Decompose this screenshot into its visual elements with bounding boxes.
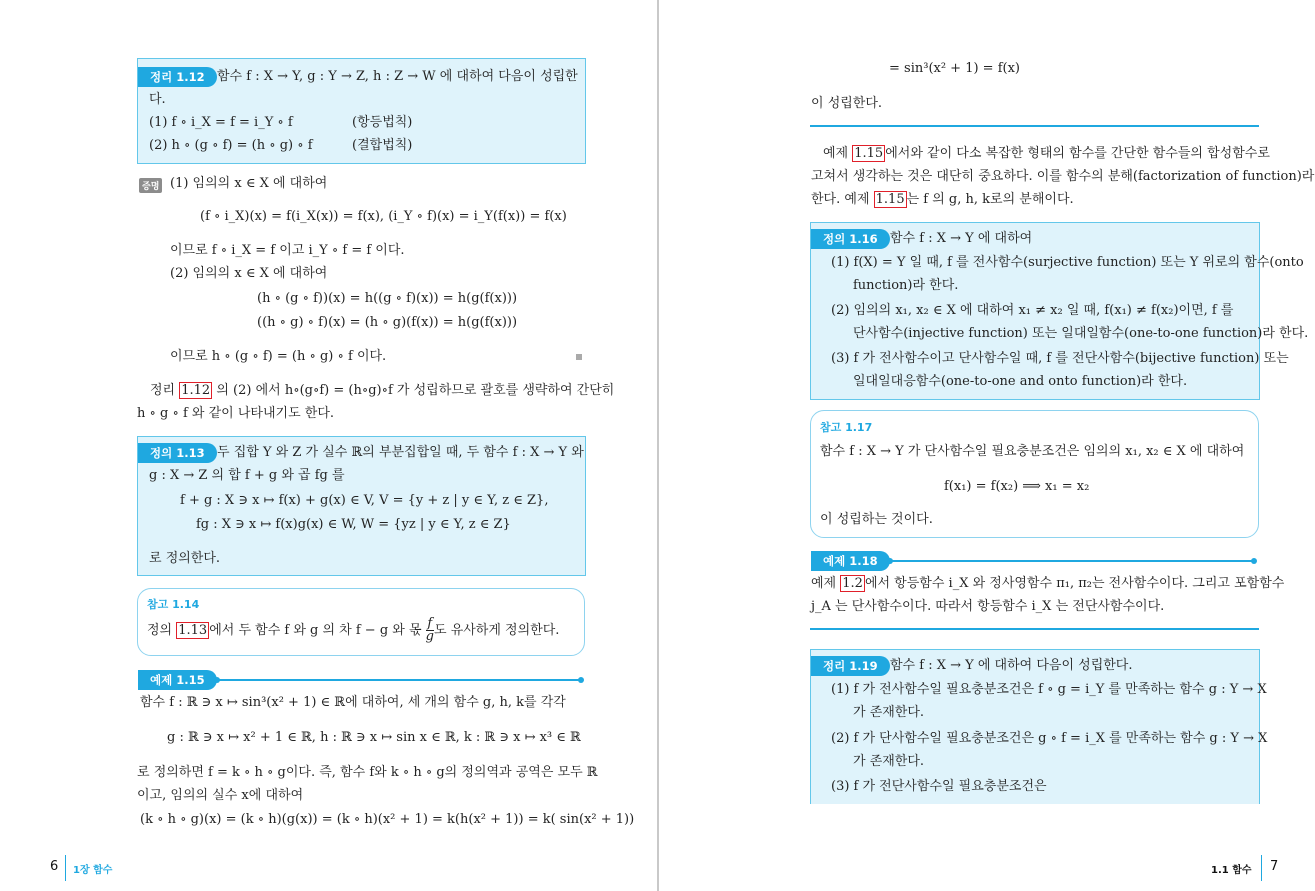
definition-1-13-text-cont: g : X → Z 의 합 f + g 와 곱 fg 를: [149, 468, 345, 483]
definition-1-13-closing: 로 정의한다.: [149, 551, 221, 566]
theorem-1-19-head: 함수 f : X → Y 에 대하여 다음이 성립한다.: [890, 658, 1133, 673]
example-1-18-end-rule: [810, 628, 1259, 630]
paragraph-composition: 정리 1.12 의 (2) 에서 h∘(g∘f) = (h∘g)∘f 가 성립하므로 괄호를 생략하여 간단히: [150, 383, 615, 398]
proof-tag: 증명: [139, 178, 162, 193]
theorem-1-12-item-2-name: (결합법칙): [352, 138, 413, 153]
theorem-1-19-item-1: (1) f 가 전사함수일 필요충분조건은 f ∘ g = i_Y 를 만족하는 함수 g : Y → X: [831, 682, 1267, 697]
example-1-18-text-2: j_A 는 단사함수이다. 따라서 항등함수 i_X 는 전단사함수이다.: [811, 599, 1165, 614]
definition-1-13-eq-product: fg : X ∋ x ↦ f(x)g(x) ∈ W, W = {yz | y ∈ Y, z ∈ Z}: [196, 517, 511, 532]
theorem-1-12-text: 함수 f : X → Y, g : Y → Z, h : Z → W 에 대하여 다음이 성립한: [217, 69, 578, 84]
ref-link-1-12[interactable]: 1.12: [181, 383, 211, 398]
example-1-15-label: 예제 1.15: [138, 670, 217, 690]
theorem-1-19-item-2-cont: 가 존재한다.: [853, 754, 925, 769]
example-1-18-bar-end: [1251, 558, 1257, 564]
definition-1-13-label: 정의 1.13: [138, 443, 217, 463]
qed-mark: [576, 354, 582, 360]
reference-1-14-label: 참고 1.14: [147, 598, 200, 611]
ref-link-1-15[interactable]: 1.15: [854, 146, 884, 161]
definition-1-16-item-1: (1) f(X) = Y 일 때, f 를 전사함수(surjective function) 또는 Y 위로의 함수(onto: [831, 255, 1304, 270]
theorem-1-19-label: 정리 1.19: [811, 656, 890, 676]
reference-1-17-equation: f(x₁) = f(x₂) ⟹ x₁ = x₂: [944, 479, 1090, 494]
right-page: [659, 0, 1315, 891]
example-end-rule: [810, 125, 1259, 127]
paragraph-factorization-2: 고쳐서 생각하는 것은 대단히 중요하다. 이를 함수의 분해(factorization of function)라: [811, 169, 1315, 184]
fraction-f-over-g: $\frac{f}{g}$: [425, 616, 434, 644]
theorem-1-12-text-cont: 다.: [149, 92, 166, 107]
definition-1-16-head: 함수 f : X → Y 에 대하여: [890, 231, 1033, 246]
proof-part-2: (2) 임의의 x ∈ X 에 대하여: [170, 266, 328, 281]
chapter-title: 1장 함수: [73, 865, 113, 876]
proof-equation-1: (f ∘ i_X)(x) = f(i_X(x)) = f(x), (i_Y ∘ f)(x) = i_Y(f(x)) = f(x): [200, 209, 567, 224]
reference-1-14-text: 정의 1.13 에서 두 함수 f 와 g 의 차 f − g 와 몫 $\frac{f}{g}$ 도 유사하게 정의한다.: [147, 616, 560, 644]
example-1-15-bar: [217, 679, 581, 681]
footer-rule-left: [65, 855, 66, 881]
proof-conclusion-1: 이므로 f ∘ i_X = f 이고 i_Y ∘ f = f 이다.: [170, 243, 405, 258]
example-1-15-definitions: g : ℝ ∋ x ↦ x² + 1 ∈ ℝ, h : ℝ ∋ x ↦ sin x ∈ ℝ, k : ℝ ∋ x ↦ x³ ∈ ℝ: [167, 730, 581, 745]
definition-1-13-text: 두 집합 Y 와 Z 가 실수 ℝ의 부분집합일 때, 두 함수 f : X → Y 와: [217, 445, 584, 460]
theorem-1-19-item-3: (3) f 가 전단사함수일 필요충분조건은: [831, 779, 1047, 794]
example-1-18-bar: [890, 560, 1254, 562]
example-1-15-text: 함수 f : ℝ ∋ x ↦ sin³(x² + 1) ∈ ℝ에 대하여, 세 개의 함수 g, h, k를 각각: [140, 695, 566, 710]
page-number-left: 6: [50, 859, 59, 874]
theorem-1-19-item-2: (2) f 가 단사함수일 필요충분조건은 g ∘ f = i_X 를 만족하는 함수 g : Y → X: [831, 731, 1268, 746]
ref-link-1-2[interactable]: 1.2: [842, 576, 863, 591]
theorem-1-12-item-1: (1) f ∘ i_X = f = i_Y ∘ f: [149, 115, 293, 130]
ref-link-1-15-b[interactable]: 1.15: [875, 192, 905, 207]
paragraph-factorization-3: 한다. 예제 1.15 는 f 의 g, h, k로의 분해이다.: [811, 192, 1074, 207]
theorem-1-12-item-1-name: (항등법칙): [352, 115, 413, 130]
proof-equation-3: ((h ∘ g) ∘ f)(x) = (h ∘ g)(f(x)) = h(g(f(x))): [257, 315, 518, 330]
theorem-1-19-item-1-cont: 가 존재한다.: [853, 705, 925, 720]
continued-text: 이 성립한다.: [811, 96, 883, 111]
paragraph-composition-cont: h ∘ g ∘ f 와 같이 나타내기도 한다.: [137, 406, 335, 421]
definition-1-16-item-3: (3) f 가 전사함수이고 단사함수일 때, f 를 전단사함수(bijective function) 또는: [831, 351, 1289, 366]
theorem-1-12-item-2: (2) h ∘ (g ∘ f) = (h ∘ g) ∘ f: [149, 138, 313, 153]
example-1-15-text-2: 로 정의하면 f = k ∘ h ∘ g이다. 즉, 함수 f와 k ∘ h ∘ g의 정의역과 공역은 모두 ℝ: [137, 765, 598, 780]
footer-rule-right: [1261, 855, 1262, 881]
example-1-15-bar-end: [578, 677, 584, 683]
section-title: 1.1 함수: [1211, 865, 1252, 876]
proof-conclusion-2: 이므로 h ∘ (g ∘ f) = (h ∘ g) ∘ f 이다.: [170, 349, 387, 364]
theorem-1-12-label: 정리 1.12: [138, 67, 217, 87]
page-number-right: 7: [1270, 859, 1279, 874]
definition-1-16-item-3-cont: 일대일대응함수(one-to-one and onto function)라 한다.: [853, 374, 1188, 389]
paragraph-factorization: 예제 1.15 에서와 같이 다소 복잡한 형태의 함수를 간단한 함수들의 합성함수로: [823, 146, 1270, 161]
reference-1-17-label: 참고 1.17: [820, 421, 873, 434]
example-1-18-label: 예제 1.18: [811, 551, 890, 571]
definition-1-13-eq-sum: f + g : X ∋ x ↦ f(x) + g(x) ∈ V, V = {y + z | y ∈ Y, z ∈ Z},: [180, 493, 549, 508]
continued-equation: = sin³(x² + 1) = f(x): [889, 61, 1020, 76]
example-1-18-text: 예제 1.2 에서 항등함수 i_X 와 정사영함수 π₁, π₂는 전사함수이다. 그리고 포함함수: [811, 576, 1285, 591]
ref-link-1-13[interactable]: 1.13: [178, 623, 208, 638]
proof-equation-2: (h ∘ (g ∘ f))(x) = h((g ∘ f)(x)) = h(g(f(x))): [257, 291, 518, 306]
definition-1-16-item-1-cont: function)라 한다.: [853, 278, 959, 293]
reference-1-17-closing: 이 성립하는 것이다.: [820, 512, 933, 527]
reference-1-17-text: 함수 f : X → Y 가 단사함수일 필요충분조건은 임의의 x₁, x₂ ∈ X 에 대하여: [820, 444, 1245, 459]
example-1-15-text-3: 이고, 임의의 실수 x에 대하여: [137, 788, 304, 803]
definition-1-16-item-2: (2) 임의의 x₁, x₂ ∈ X 에 대하여 x₁ ≠ x₂ 일 때, f(x₁) ≠ f(x₂)이면, f 를: [831, 303, 1234, 318]
definition-1-16-item-2-cont: 단사함수(injective function) 또는 일대일함수(one-to-one function)라 한다.: [853, 326, 1309, 341]
left-page: [0, 0, 657, 891]
example-1-15-equation: (k ∘ h ∘ g)(x) = (k ∘ h)(g(x)) = (k ∘ h)(x² + 1) = k(h(x² + 1)) = k( sin(x² + 1)): [140, 812, 635, 827]
proof-part-1: (1) 임의의 x ∈ X 에 대하여: [170, 176, 328, 191]
definition-1-16-label: 정의 1.16: [811, 229, 890, 249]
